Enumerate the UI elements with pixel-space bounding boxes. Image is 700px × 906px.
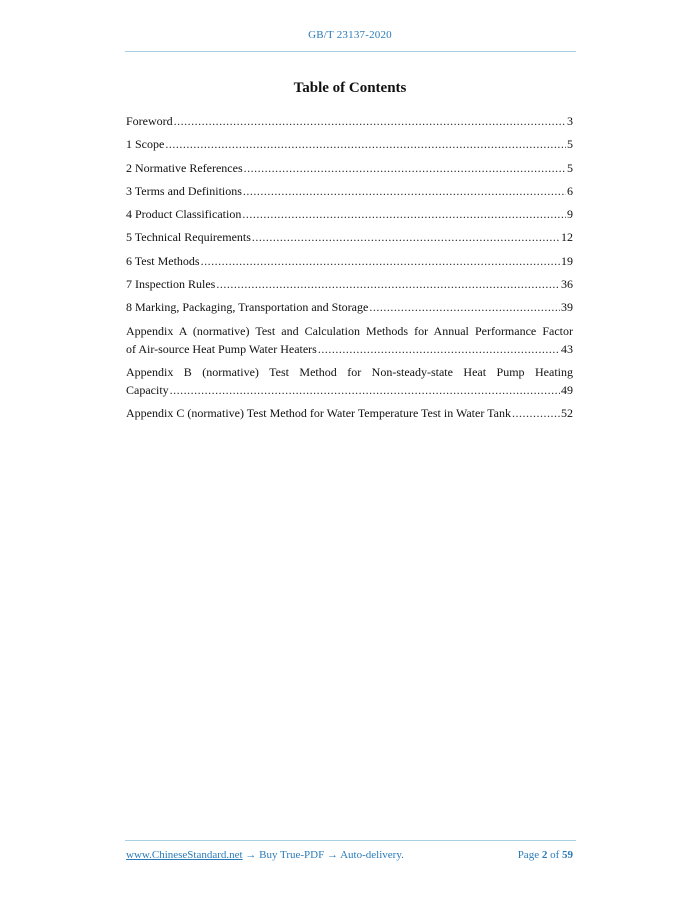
toc-entry-label-line1: Appendix B (normative) Test Method for Non-steady-state Heat Pump Heating bbox=[126, 364, 573, 379]
toc-entry-label: Foreword bbox=[126, 114, 173, 128]
toc-entry-page: 9 bbox=[567, 207, 573, 222]
toc-entry-label: 1 Scope bbox=[126, 137, 165, 152]
toc-entry-appendix-a[interactable] bbox=[126, 322, 573, 358]
toc-entry-label-line2: of Air-source Heat Pump Water Heaters bbox=[126, 341, 317, 356]
toc-entry-page: 5 bbox=[567, 137, 573, 152]
toc-entry-page: 52 bbox=[561, 406, 573, 421]
dot-leader bbox=[216, 275, 560, 293]
dot-leader bbox=[243, 182, 566, 200]
page-footer bbox=[126, 849, 573, 861]
page-prefix: Page bbox=[517, 849, 540, 861]
table-of-contents bbox=[126, 112, 573, 428]
toc-entry-label: 2 Normative References bbox=[126, 160, 243, 175]
page-of: of bbox=[550, 849, 560, 861]
toc-entry-label: 7 Inspection Rules bbox=[126, 277, 216, 292]
website-link[interactable]: www.ChineseStandard.net bbox=[126, 849, 243, 861]
dot-leader bbox=[174, 112, 566, 130]
document-code-header: GB/T 23137-2020 bbox=[308, 29, 392, 41]
dot-leader bbox=[170, 381, 560, 399]
dot-leader bbox=[252, 228, 560, 246]
toc-entry-product-classification[interactable] bbox=[126, 205, 573, 223]
page-title: Table of Contents bbox=[293, 80, 407, 96]
toc-entry-appendix-c[interactable] bbox=[126, 404, 573, 422]
toc-entry-foreword[interactable] bbox=[126, 112, 573, 130]
toc-entry-technical-requirements[interactable] bbox=[126, 228, 573, 246]
toc-entry-marking-packaging[interactable] bbox=[126, 298, 573, 316]
toc-entry-label: 6 Test Methods bbox=[126, 253, 200, 268]
toc-entry-page: 49 bbox=[561, 382, 573, 397]
toc-entry-page: 3 bbox=[567, 114, 573, 128]
dot-leader bbox=[512, 404, 560, 422]
toc-entry-test-methods[interactable] bbox=[126, 252, 573, 270]
toc-entry-label: 4 Product Classification bbox=[126, 207, 242, 222]
page-indicator bbox=[518, 849, 573, 861]
dot-leader bbox=[201, 252, 560, 270]
footer-rule bbox=[125, 840, 576, 841]
page-current: 2 bbox=[541, 849, 548, 861]
dot-leader bbox=[165, 135, 566, 153]
footer-tagline: → Buy True-PDF → Auto-delivery. bbox=[242, 849, 404, 861]
footer-promo bbox=[126, 849, 404, 861]
toc-entry-label: 3 Terms and Definitions bbox=[126, 183, 242, 198]
toc-entry-normative-references[interactable] bbox=[126, 159, 573, 177]
toc-entry-label: 5 Technical Requirements bbox=[126, 230, 251, 245]
toc-entry-appendix-b[interactable] bbox=[126, 363, 573, 399]
toc-entry-inspection-rules[interactable] bbox=[126, 275, 573, 293]
toc-entry-page: 5 bbox=[567, 160, 573, 175]
toc-entry-page: 39 bbox=[561, 300, 573, 315]
toc-entry-label: 8 Marking, Packaging, Transportation and Storage bbox=[126, 300, 369, 315]
dot-leader bbox=[369, 298, 560, 316]
toc-entry-page: 36 bbox=[561, 277, 573, 292]
toc-entry-page: 19 bbox=[561, 253, 573, 268]
page-total: 59 bbox=[562, 849, 573, 861]
toc-entry-scope[interactable] bbox=[126, 135, 573, 153]
toc-entry-page: 12 bbox=[561, 230, 573, 245]
dot-leader bbox=[242, 205, 566, 223]
dot-leader bbox=[244, 159, 566, 177]
toc-entry-terms-definitions[interactable] bbox=[126, 182, 573, 200]
toc-entry-page: 43 bbox=[561, 341, 573, 356]
toc-entry-page: 6 bbox=[567, 183, 573, 198]
toc-entry-label-line1: Appendix A (normative) Test and Calculation Methods for Annual Performance Factor bbox=[126, 323, 573, 338]
toc-entry-label-line2: Capacity bbox=[126, 382, 169, 397]
header-rule bbox=[125, 51, 576, 52]
toc-entry-label: Appendix C (normative) Test Method for Water Temperature Test in Water Tank bbox=[126, 406, 511, 421]
dot-leader bbox=[318, 340, 560, 358]
